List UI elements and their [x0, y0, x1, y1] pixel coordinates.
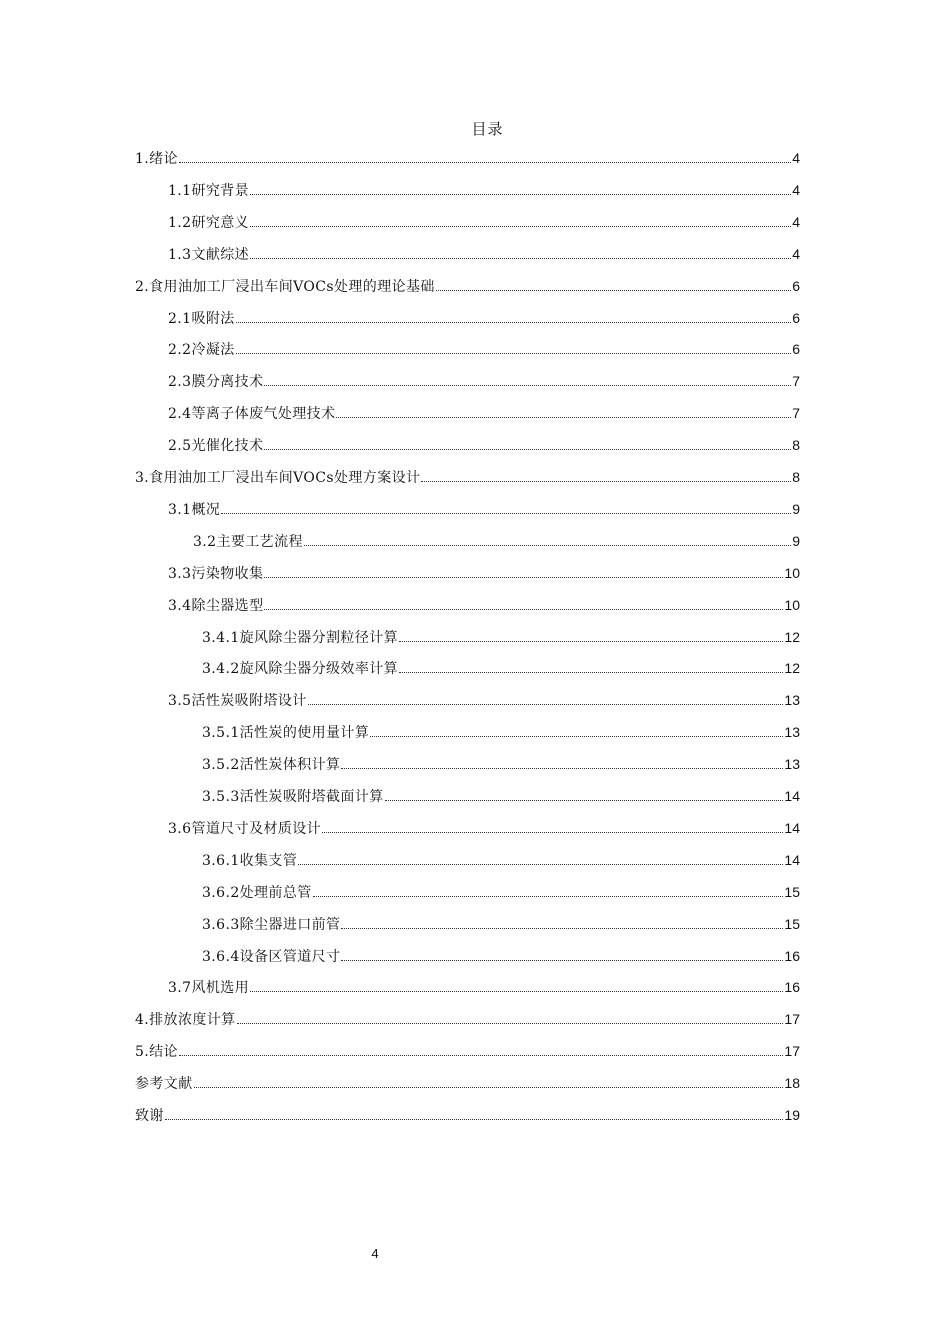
toc-entry-page: 8 — [792, 469, 800, 485]
toc-entry-page: 6 — [792, 277, 800, 294]
toc-entry[interactable] — [168, 338, 800, 360]
toc-entry[interactable] — [168, 243, 800, 265]
toc-entry[interactable] — [135, 1008, 800, 1030]
toc-entry[interactable] — [202, 849, 800, 871]
dot-leader — [179, 147, 791, 163]
toc-entry-label: 3.6.1收集支管 — [202, 852, 298, 869]
toc-entry[interactable] — [168, 817, 800, 839]
toc-entry[interactable] — [193, 530, 800, 552]
toc-entry-label: 2.4等离子体废气处理技术 — [168, 406, 336, 423]
toc-entry-page: 4 — [792, 245, 800, 262]
dot-leader — [264, 562, 783, 578]
toc-entry-page: 10 — [784, 596, 800, 613]
dot-leader — [385, 785, 784, 801]
toc-entry[interactable] — [202, 721, 800, 743]
dot-leader — [308, 689, 784, 705]
toc-entry-page: 12 — [784, 660, 800, 677]
toc-entry-page: 4 — [792, 150, 800, 166]
dot-leader — [264, 370, 791, 386]
toc-entry-label: 2.5光催化技术 — [168, 438, 264, 455]
toc-entry-page: 6 — [792, 341, 800, 358]
toc-entry-page: 15 — [784, 915, 800, 932]
toc-entry[interactable] — [135, 1072, 800, 1094]
toc-entry[interactable] — [168, 689, 800, 711]
toc-entry[interactable] — [202, 881, 800, 903]
toc-entry-page: 16 — [784, 979, 800, 996]
dot-leader — [399, 657, 783, 673]
toc-entry[interactable] — [202, 657, 800, 679]
toc-entry[interactable] — [168, 976, 800, 998]
toc-entry[interactable] — [168, 307, 800, 329]
toc-entry-label: 3.2主要工艺流程 — [193, 533, 303, 550]
toc-entry-label: 1.3文献综述 — [168, 246, 250, 263]
dot-leader — [298, 849, 783, 865]
toc-entry-page: 7 — [792, 373, 800, 390]
toc-entry[interactable] — [202, 753, 800, 775]
dot-leader — [264, 434, 791, 450]
toc-entry-label: 3.4.2旋风除尘器分级效率计算 — [202, 661, 399, 678]
dot-leader — [399, 626, 783, 642]
toc-title: 目录 — [471, 120, 504, 138]
toc-entry-page: 17 — [784, 1043, 800, 1060]
toc-entry[interactable] — [202, 945, 800, 967]
dot-leader — [237, 1008, 784, 1024]
toc-entry-label: 1.1研究背景 — [168, 182, 250, 199]
dot-leader — [194, 1072, 784, 1088]
toc-entry-page: 14 — [784, 851, 800, 868]
toc-entry-page: 4 — [792, 213, 800, 230]
dot-leader — [436, 275, 791, 291]
toc-entry-page: 9 — [792, 532, 800, 549]
toc-entry-label: 2.3膜分离技术 — [168, 374, 264, 391]
toc-entry[interactable] — [168, 562, 800, 584]
toc-entry-page: 13 — [784, 692, 800, 709]
dot-leader — [264, 594, 783, 610]
dot-leader — [341, 753, 783, 769]
dot-leader — [421, 466, 791, 482]
toc-entry-label: 3.6.3除尘器进口前管 — [202, 916, 341, 933]
toc-entry[interactable] — [168, 498, 800, 520]
toc-entry[interactable] — [168, 370, 800, 392]
toc-entry-label: 2.食用油加工厂浸出车间VOCs处理的理论基础 — [135, 278, 435, 295]
toc-entry-page: 4 — [792, 181, 800, 198]
toc-entry-label: 2.1吸附法 — [168, 310, 235, 327]
dot-leader — [236, 338, 792, 354]
toc-entry-label: 3.4.1旋风除尘器分割粒径计算 — [202, 629, 399, 646]
toc-entry[interactable] — [202, 913, 800, 935]
dot-leader — [179, 1040, 783, 1056]
toc-entry-page: 15 — [784, 883, 800, 900]
toc-entry-label: 3.7风机选用 — [168, 980, 250, 997]
dot-leader — [313, 881, 784, 897]
toc-entry[interactable] — [168, 594, 800, 616]
dot-leader — [370, 721, 783, 737]
toc-entry-page: 7 — [792, 405, 800, 422]
toc-entry-page: 19 — [784, 1107, 800, 1123]
toc-entry-label: 4.排放浓度计算 — [135, 1012, 236, 1029]
toc-entry-page: 17 — [784, 1011, 800, 1028]
toc-entry-page: 16 — [784, 947, 800, 964]
toc-entry-label: 3.食用油加工厂浸出车间VOCs处理方案设计 — [135, 470, 421, 486]
toc-entry-page: 12 — [784, 628, 800, 645]
dot-leader — [221, 498, 791, 514]
toc-entry-page: 6 — [792, 309, 800, 326]
toc-entry[interactable] — [202, 626, 800, 648]
toc-entry-label: 1.绪论 — [135, 151, 178, 167]
toc-entry-label: 参考文献 — [135, 1076, 193, 1093]
toc-entry-page: 10 — [784, 564, 800, 581]
toc-entry-label: 3.6管道尺寸及材质设计 — [168, 820, 322, 837]
toc-entry[interactable] — [135, 275, 800, 297]
dot-leader — [336, 402, 791, 418]
dot-leader — [250, 243, 791, 259]
toc-entry-label: 3.6.2处理前总管 — [202, 884, 312, 901]
toc-entry-label: 2.2冷凝法 — [168, 342, 235, 359]
toc-entry-label: 3.1概况 — [168, 501, 221, 518]
toc-entry-label: 3.5.1活性炭的使用量计算 — [202, 725, 370, 742]
toc-entry[interactable] — [168, 179, 800, 201]
toc-entry-page: 8 — [792, 437, 800, 454]
dot-leader — [250, 976, 783, 992]
toc-entry[interactable] — [168, 434, 800, 456]
toc-entry[interactable] — [135, 466, 800, 488]
dot-leader — [322, 817, 783, 833]
toc-entry-label: 3.5活性炭吸附塔设计 — [168, 693, 307, 710]
toc-entry[interactable] — [168, 402, 800, 424]
toc-entry[interactable] — [168, 211, 800, 233]
dot-leader — [236, 307, 792, 323]
page-number: 4 — [371, 1246, 379, 1261]
toc-entry-label: 5.结论 — [135, 1044, 178, 1061]
toc-entry-page: 9 — [792, 500, 800, 517]
toc-entry-label: 3.3污染物收集 — [168, 565, 264, 582]
toc-entry-label: 3.6.4设备区管道尺寸 — [202, 948, 341, 965]
toc-entry-label: 3.5.2活性炭体积计算 — [202, 757, 341, 774]
toc-entry[interactable] — [135, 1040, 800, 1062]
toc-entry-label: 3.4除尘器选型 — [168, 597, 264, 614]
dot-leader — [250, 179, 791, 195]
dot-leader — [165, 1104, 784, 1120]
dot-leader — [341, 913, 783, 929]
toc-entry-page: 13 — [784, 724, 800, 741]
toc-entry-label: 1.2研究意义 — [168, 214, 250, 231]
dot-leader — [250, 211, 791, 227]
toc-entry-label: 致谢 — [135, 1108, 164, 1124]
dot-leader — [341, 945, 783, 961]
toc-entry-page: 18 — [784, 1075, 800, 1092]
toc-entry-page: 13 — [784, 756, 800, 773]
toc-entry[interactable] — [135, 1104, 800, 1126]
toc-entry-page: 14 — [784, 788, 800, 804]
toc-entry[interactable] — [135, 147, 800, 169]
toc-entry-page: 14 — [784, 819, 800, 836]
toc-entry[interactable] — [202, 785, 800, 807]
toc-entry-label: 3.5.3活性炭吸附塔截面计算 — [202, 789, 384, 805]
dot-leader — [304, 530, 791, 546]
